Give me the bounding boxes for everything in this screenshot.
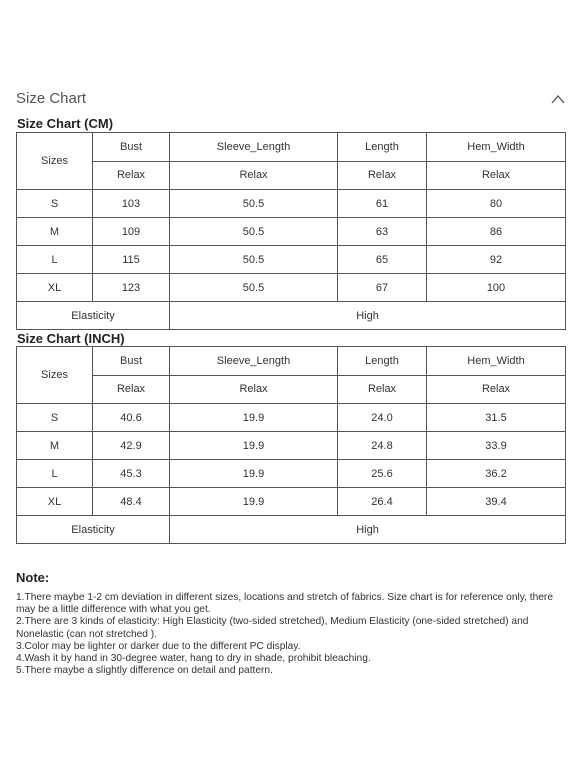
note-line: 1.There maybe 1-2 cm deviation in different sizes, locations and stretch of fabrics. Size chart is for reference only, there may be a little difference with what you get. — [16, 592, 553, 616]
column-header: Bust — [93, 347, 170, 376]
column-subheader: Relax — [93, 375, 170, 404]
table-cell: 50.5 — [170, 274, 338, 302]
table-row — [17, 432, 566, 460]
table-cell: 103 — [93, 190, 170, 218]
size-table-inch — [16, 346, 566, 544]
sizes-header: Sizes — [17, 347, 93, 404]
table-row — [17, 274, 566, 302]
table-cell: 48.4 — [93, 488, 170, 516]
column-header: Bust — [93, 133, 170, 162]
column-subheader: Relax — [427, 161, 566, 190]
column-subheader: Relax — [93, 161, 170, 190]
table-cell: 92 — [427, 246, 566, 274]
table-cell: 80 — [427, 190, 566, 218]
table-cell: 36.2 — [427, 460, 566, 488]
table-cell: 42.9 — [93, 432, 170, 460]
table-cell: 50.5 — [170, 190, 338, 218]
column-header: Sleeve_Length — [170, 133, 338, 162]
size-cell: XL — [17, 488, 93, 516]
table-subheader-row — [17, 161, 566, 190]
cm-table-title: Size Chart (CM) — [17, 116, 114, 131]
table-cell: 24.8 — [338, 432, 427, 460]
column-subheader: Relax — [170, 161, 338, 190]
table-cell: 19.9 — [170, 432, 338, 460]
table-cell: 25.6 — [338, 460, 427, 488]
table-cell: 123 — [93, 274, 170, 302]
table-row — [17, 246, 566, 274]
table-row — [17, 404, 566, 432]
table-cell: 50.5 — [170, 246, 338, 274]
elasticity-value: High — [170, 302, 566, 330]
table-cell: 100 — [427, 274, 566, 302]
table-cell: 31.5 — [427, 404, 566, 432]
table-row — [17, 460, 566, 488]
column-subheader: Relax — [170, 375, 338, 404]
table-cell: 19.9 — [170, 460, 338, 488]
size-cell: S — [17, 404, 93, 432]
column-subheader: Relax — [338, 161, 427, 190]
elasticity-label: Elasticity — [17, 516, 170, 544]
column-header: Length — [338, 347, 427, 376]
note-list — [16, 592, 564, 677]
note-line: 5.There maybe a slightly difference on detail and pattern. — [16, 665, 273, 677]
column-header: Hem_Width — [427, 133, 566, 162]
size-cell: M — [17, 432, 93, 460]
column-header: Hem_Width — [427, 347, 566, 376]
size-cell: L — [17, 246, 93, 274]
size-chart-accordion-header[interactable] — [16, 88, 567, 110]
table-row — [17, 488, 566, 516]
column-subheader: Relax — [338, 375, 427, 404]
size-cell: XL — [17, 274, 93, 302]
table-cell: 33.9 — [427, 432, 566, 460]
table-cell: 86 — [427, 218, 566, 246]
table-cell: 19.9 — [170, 488, 338, 516]
table-cell: 45.3 — [93, 460, 170, 488]
inch-table-title: Size Chart (INCH) — [17, 331, 125, 346]
size-cell: L — [17, 460, 93, 488]
table-cell: 40.6 — [93, 404, 170, 432]
column-subheader: Relax — [427, 375, 566, 404]
table-cell: 115 — [93, 246, 170, 274]
elasticity-value: High — [170, 516, 566, 544]
elasticity-label: Elasticity — [17, 302, 170, 330]
accordion-title: Size Chart — [16, 90, 87, 107]
table-cell: 24.0 — [338, 404, 427, 432]
table-cell: 39.4 — [427, 488, 566, 516]
chevron-up-icon[interactable] — [551, 94, 565, 104]
note-line: 4.Wash it by hand in 30-degree water, hang to dry in shade, prohibit bleaching. — [16, 653, 371, 665]
table-cell: 61 — [338, 190, 427, 218]
table-row — [17, 218, 566, 246]
elasticity-row — [17, 516, 566, 544]
size-cell: S — [17, 190, 93, 218]
note-title: Note: — [16, 570, 50, 585]
table-cell: 26.4 — [338, 488, 427, 516]
table-header-row — [17, 347, 566, 376]
note-line: 2.There are 3 kinds of elasticity: High Elasticity (two-sided stretched), Medium Elasticity (one-sided stretched) and Nonelastic (can not stretched ). — [16, 616, 529, 640]
table-cell: 63 — [338, 218, 427, 246]
table-header-row — [17, 133, 566, 162]
table-cell: 109 — [93, 218, 170, 246]
column-header: Sleeve_Length — [170, 347, 338, 376]
table-cell: 50.5 — [170, 218, 338, 246]
table-row — [17, 190, 566, 218]
table-cell: 67 — [338, 274, 427, 302]
table-cell: 19.9 — [170, 404, 338, 432]
sizes-header: Sizes — [17, 133, 93, 190]
elasticity-row — [17, 302, 566, 330]
table-subheader-row — [17, 375, 566, 404]
note-line: 3.Color may be lighter or darker due to the different PC display. — [16, 640, 301, 652]
table-cell: 65 — [338, 246, 427, 274]
size-table-cm — [16, 132, 566, 330]
size-cell: M — [17, 218, 93, 246]
column-header: Length — [338, 133, 427, 162]
